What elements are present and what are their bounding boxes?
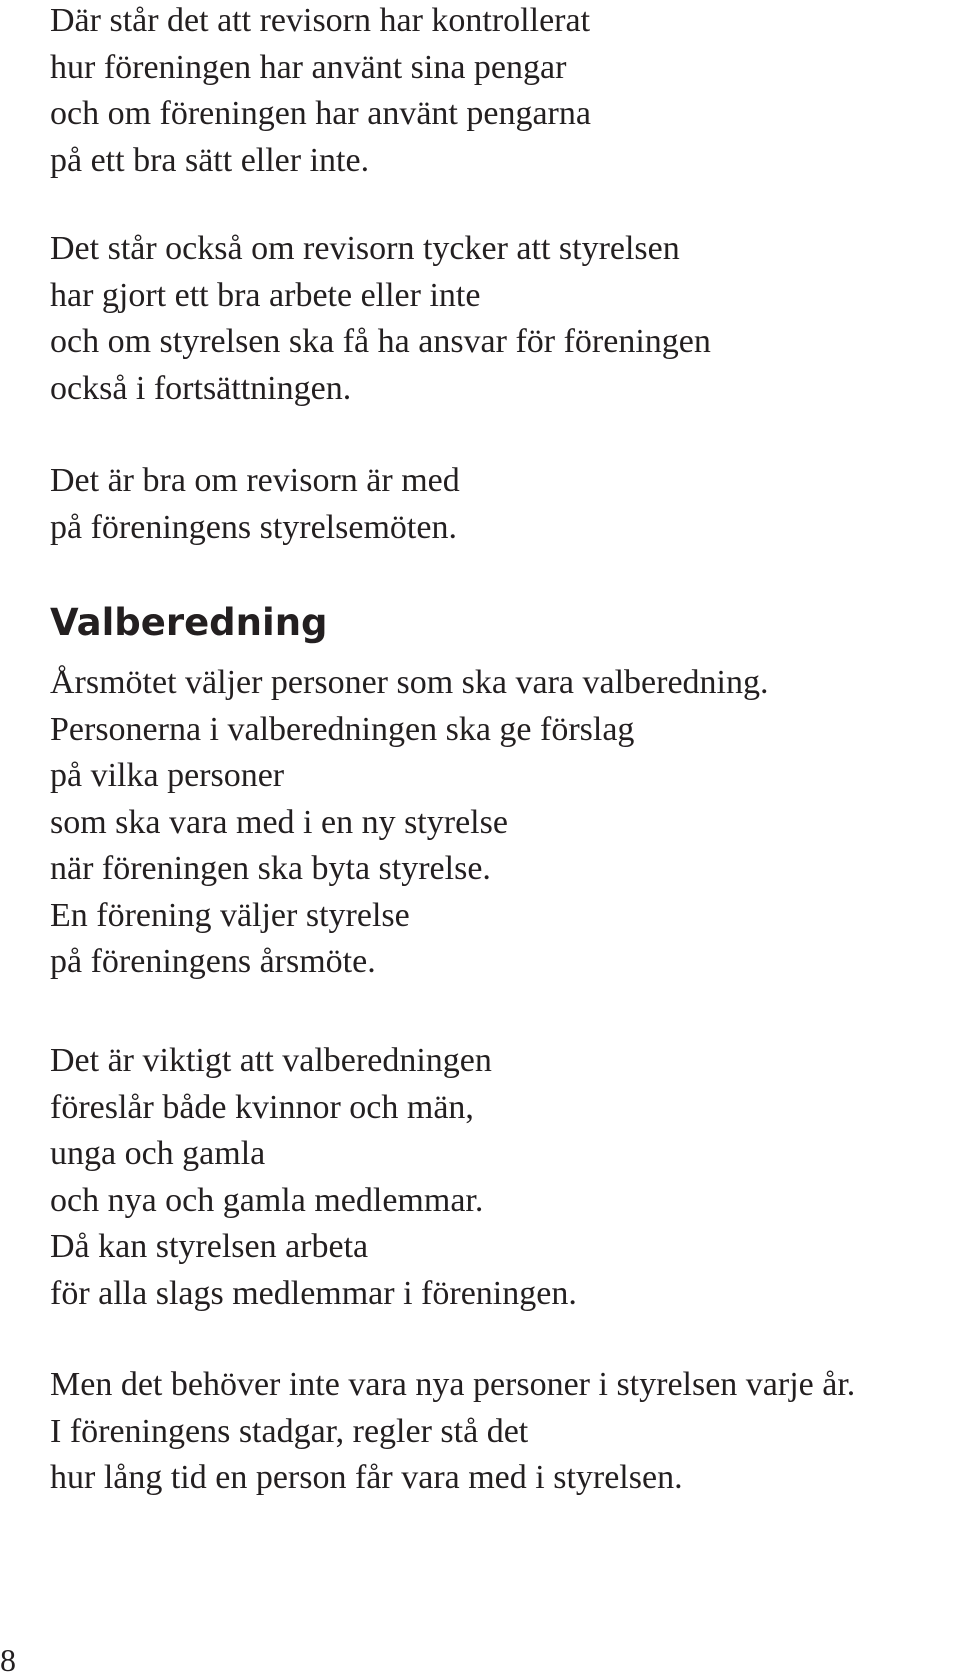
- text-line: som ska vara med i en ny styrelse: [50, 803, 508, 841]
- section-heading: Valberedning: [50, 601, 328, 644]
- text-line: när föreningen ska byta styrelse.: [50, 850, 491, 887]
- text-line: har gjort ett bra arbete eller inte: [50, 276, 481, 314]
- text-line: Det är viktigt att valberedningen: [50, 1042, 492, 1079]
- text-line: Årsmötet väljer personer som ska vara valberedning.: [50, 664, 769, 701]
- text-line: unga och gamla: [50, 1135, 266, 1172]
- text-line: och nya och gamla medlemmar.: [50, 1181, 484, 1219]
- text-line: Det är bra om revisorn är med: [50, 462, 460, 499]
- text-line: på föreningens styrelsemöten.: [50, 508, 457, 546]
- text-line: Det står också om revisorn tycker att styrelsen: [50, 230, 680, 267]
- paragraph-revisor-kontroll: [50, 0, 591, 184]
- page-number: 8: [0, 1642, 16, 1678]
- text-line: Men det behöver inte vara nya personer i styrelsen varje år.: [50, 1366, 856, 1403]
- paragraph-revisor-moten: [50, 458, 460, 551]
- text-line: och om föreningen har använt pengarna: [50, 95, 591, 132]
- text-line: En förening väljer styrelse: [50, 896, 410, 934]
- text-line: föreslår både kvinnor och män,: [50, 1088, 474, 1126]
- text-line: för alla slags medlemmar i föreningen.: [50, 1274, 577, 1312]
- text-line: hur lång tid en person får vara med i styrelsen.: [50, 1459, 683, 1496]
- text-line: också i fortsättningen.: [50, 369, 352, 407]
- text-line: Då kan styrelsen arbeta: [50, 1228, 369, 1265]
- text-line: I föreningens stadgar, regler stå det: [50, 1412, 529, 1450]
- paragraph-mangfald: [50, 1038, 577, 1317]
- text-line: Personerna i valberedningen ska ge förslag: [50, 710, 635, 748]
- text-line: Där står det att revisorn har kontrollerat: [50, 2, 591, 39]
- text-line: på ett bra sätt eller inte.: [50, 141, 370, 179]
- text-line: på vilka personer: [50, 757, 285, 794]
- paragraph-styrelse-ansvar: [50, 226, 711, 412]
- text-line: på föreningens årsmöte.: [50, 943, 376, 980]
- text-line: hur föreningen har använt sina pengar: [50, 48, 567, 86]
- paragraph-valberedning-uppgift: [50, 660, 768, 986]
- text-line: och om styrelsen ska få ha ansvar för föreningen: [50, 323, 711, 360]
- paragraph-stadgar: [50, 1362, 855, 1502]
